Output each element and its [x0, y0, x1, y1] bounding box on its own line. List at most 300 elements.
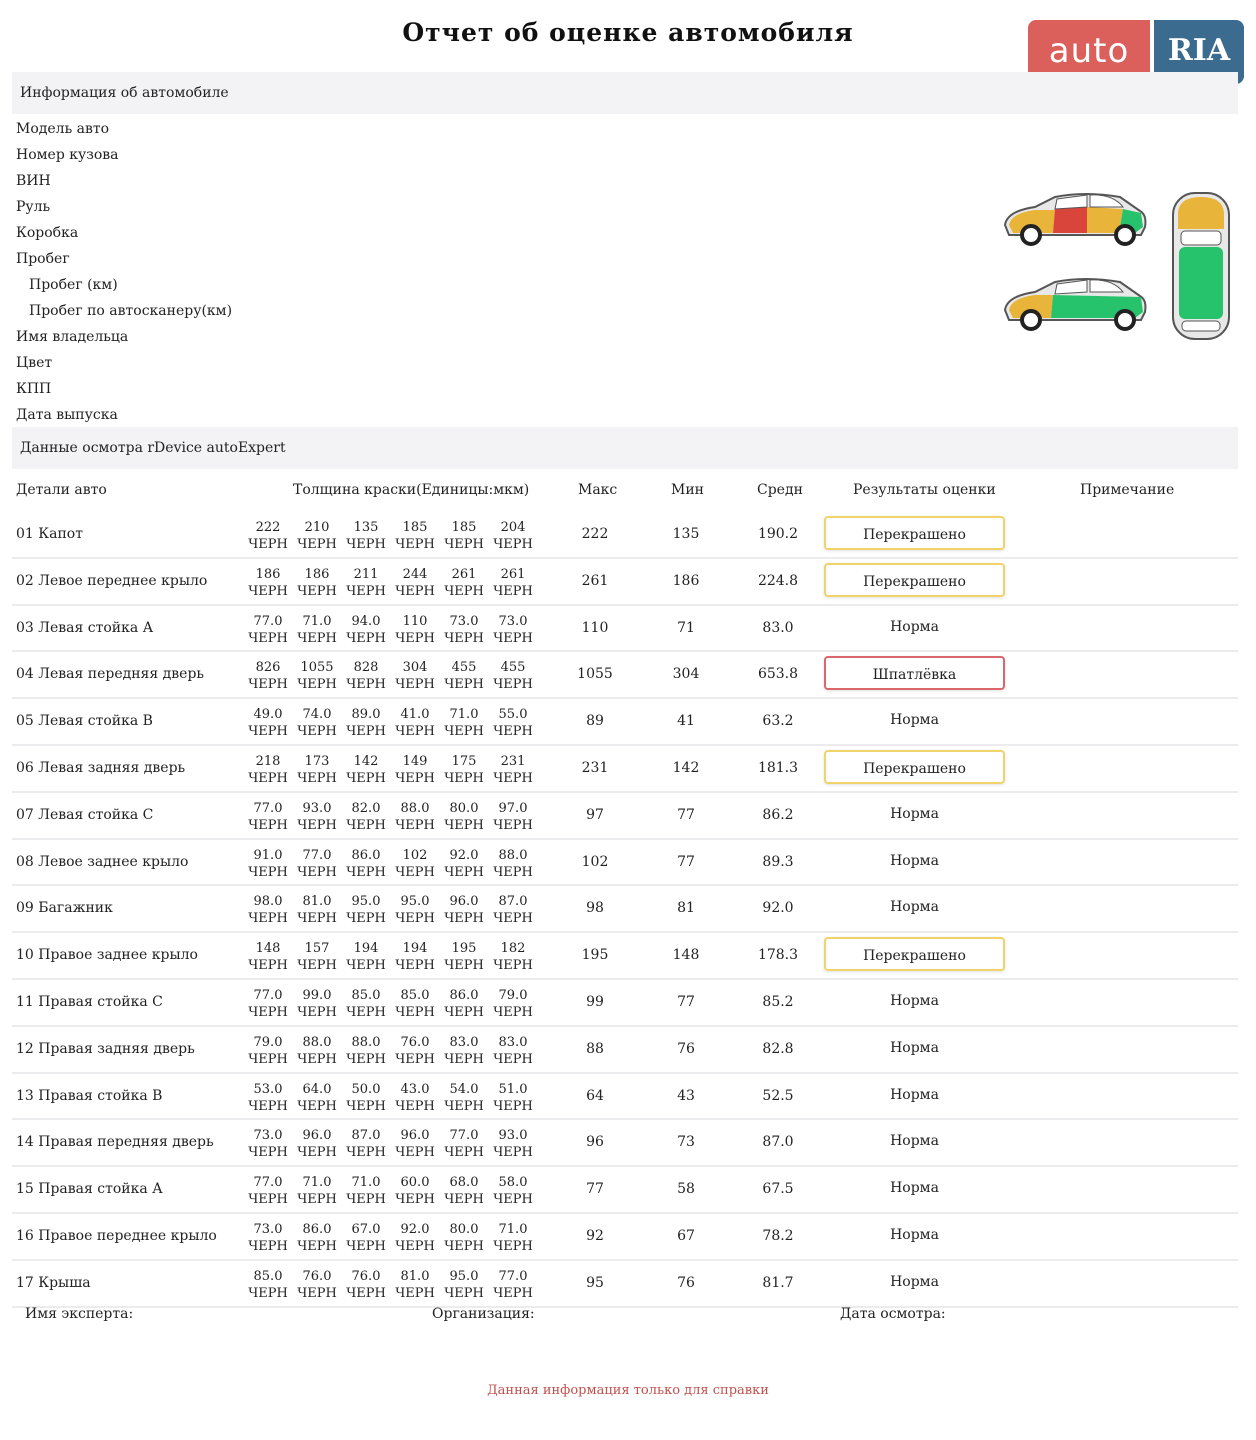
material-label: ЧЕРН: [493, 1192, 533, 1208]
thickness-value: 55.0: [498, 707, 528, 723]
material-label: ЧЕРН: [248, 958, 288, 974]
part-name: 11 Правая стойка С: [16, 993, 163, 1010]
thickness-value: 195: [451, 941, 477, 957]
car-left-side-icon: [1005, 194, 1145, 244]
material-label: ЧЕРН: [346, 911, 386, 927]
thickness-value: 77.0: [449, 1128, 479, 1144]
info-field-label: Цвет: [16, 355, 53, 371]
thickness-cell: [394, 753, 436, 787]
result-badge: Перекрашено: [824, 937, 1005, 971]
material-label: ЧЕРН: [444, 1285, 484, 1301]
part-name: 13 Правая стойка B: [16, 1087, 163, 1104]
table-row: [12, 512, 1238, 559]
thickness-value: 77.0: [253, 800, 283, 816]
material-label: ЧЕРН: [395, 958, 435, 974]
material-label: ЧЕРН: [248, 537, 288, 552]
part-name: 09 Багажник: [16, 900, 113, 917]
thickness-value: 95.0: [351, 894, 381, 910]
material-label: ЧЕРН: [395, 911, 435, 927]
result-badge: Норма: [890, 618, 939, 635]
thickness-value: 96.0: [400, 1128, 430, 1144]
table-row: [12, 886, 1238, 933]
thickness-cell: [345, 519, 387, 553]
max-value: 88: [586, 1040, 604, 1057]
max-value: 98: [586, 900, 604, 917]
material-label: ЧЕРН: [444, 1051, 484, 1067]
thickness-value: 43.0: [400, 1081, 430, 1097]
min-value: 76: [677, 1274, 695, 1291]
material-label: ЧЕРН: [297, 911, 337, 927]
logo-auto: auto: [1028, 20, 1150, 84]
material-label: ЧЕРН: [493, 958, 533, 974]
thickness-cell: [296, 1174, 338, 1208]
thickness-cell: [443, 1174, 485, 1208]
thickness-cell: [247, 1221, 289, 1255]
thickness-cell: [394, 847, 436, 881]
material-label: ЧЕРН: [444, 958, 484, 974]
material-label: ЧЕРН: [346, 1285, 386, 1301]
thickness-value: 88.0: [351, 1034, 381, 1050]
table-row: [12, 1120, 1238, 1167]
thickness-value: 85.0: [253, 1268, 283, 1284]
thickness-value: 98.0: [253, 894, 283, 910]
header-part: Детали авто: [16, 482, 107, 498]
thickness-value: 80.0: [449, 1221, 479, 1237]
info-field-label: Модель авто: [16, 121, 110, 137]
material-label: ЧЕРН: [248, 1098, 288, 1114]
thickness-cell: [492, 659, 534, 693]
min-value: 81: [677, 900, 695, 917]
thickness-value: 93.0: [302, 800, 332, 816]
thickness-value: 64.0: [302, 1081, 332, 1097]
thickness-value: 87.0: [351, 1128, 381, 1144]
thickness-value: 222: [255, 520, 281, 535]
thickness-cell: [345, 706, 387, 740]
thickness-cell: [345, 753, 387, 787]
material-label: ЧЕРН: [297, 770, 337, 786]
material-label: ЧЕРН: [493, 537, 533, 552]
material-label: ЧЕРН: [248, 817, 288, 833]
material-label: ЧЕРН: [444, 1238, 484, 1254]
material-label: ЧЕРН: [444, 864, 484, 880]
material-label: ЧЕРН: [493, 724, 533, 740]
material-label: ЧЕРН: [444, 1192, 484, 1208]
thickness-cell: [296, 659, 338, 693]
table-row: [12, 652, 1238, 699]
thickness-cell: [394, 1081, 436, 1115]
thickness-value: 185: [451, 520, 477, 535]
min-value: 43: [677, 1087, 695, 1104]
max-value: 99: [586, 993, 604, 1010]
thickness-cell: [345, 1034, 387, 1068]
max-value: 89: [586, 713, 604, 730]
result-badge: Норма: [890, 852, 939, 869]
thickness-cell: [492, 1268, 534, 1302]
min-value: 142: [672, 759, 700, 776]
material-label: ЧЕРН: [444, 677, 484, 693]
thickness-cell: [247, 1034, 289, 1068]
thickness-cell: [443, 987, 485, 1021]
material-label: ЧЕРН: [297, 677, 337, 693]
thickness-cell: [443, 1081, 485, 1115]
table-header: [0, 482, 1256, 504]
thickness-cell: [296, 1034, 338, 1068]
min-value: 41: [677, 713, 695, 730]
material-label: ЧЕРН: [248, 677, 288, 693]
result-badge: Перекрашено: [824, 750, 1005, 784]
thickness-cell: [443, 659, 485, 693]
thickness-value: 94.0: [351, 613, 381, 629]
thickness-value: 1055: [300, 660, 334, 676]
min-value: 76: [677, 1040, 695, 1057]
material-label: ЧЕРН: [248, 630, 288, 646]
thickness-cell: [345, 1268, 387, 1302]
material-label: ЧЕРН: [444, 1098, 484, 1114]
material-label: ЧЕРН: [346, 1051, 386, 1067]
thickness-cell: [296, 940, 338, 974]
thickness-cell: [492, 1034, 534, 1068]
thickness-cell: [345, 1221, 387, 1255]
thickness-cell: [492, 987, 534, 1021]
thickness-value: 76.0: [351, 1268, 381, 1284]
material-label: ЧЕРН: [297, 958, 337, 974]
material-label: ЧЕРН: [248, 1192, 288, 1208]
thickness-value: 51.0: [498, 1081, 528, 1097]
table-row: [12, 606, 1238, 653]
thickness-cell: [443, 847, 485, 881]
thickness-value: 77.0: [253, 1175, 283, 1191]
inspection-section-header: Данные осмотра rDevice autoExpert: [12, 427, 1238, 469]
thickness-value: 97.0: [498, 800, 528, 816]
thickness-cell: [492, 1081, 534, 1115]
expert-name-label: Имя эксперта:: [25, 1306, 134, 1322]
material-label: ЧЕРН: [248, 1285, 288, 1301]
thickness-value: 73.0: [449, 613, 479, 629]
material-label: ЧЕРН: [395, 630, 435, 646]
info-field-label: КПП: [16, 381, 52, 397]
thickness-value: 49.0: [253, 707, 283, 723]
thickness-cell: [394, 1127, 436, 1161]
thickness-value: 826: [255, 660, 281, 676]
thickness-cell: [247, 753, 289, 787]
info-field-label: Дата выпуска: [16, 407, 118, 423]
thickness-value: 77.0: [253, 613, 283, 629]
thickness-value: 86.0: [302, 1221, 332, 1237]
thickness-value: 85.0: [400, 987, 430, 1003]
car-top-view-icon: [1173, 193, 1229, 339]
material-label: ЧЕРН: [395, 864, 435, 880]
material-label: ЧЕРН: [395, 537, 435, 552]
thickness-cell: [394, 1034, 436, 1068]
material-label: ЧЕРН: [493, 583, 533, 599]
thickness-value: 71.0: [302, 613, 332, 629]
thickness-cell: [296, 800, 338, 834]
material-label: ЧЕРН: [297, 1098, 337, 1114]
thickness-cell: [296, 987, 338, 1021]
avg-value: 653.8: [757, 666, 799, 683]
thickness-cell: [296, 753, 338, 787]
table-row: [12, 1074, 1238, 1121]
material-label: ЧЕРН: [395, 817, 435, 833]
info-field-label: Номер кузова: [16, 147, 119, 163]
material-label: ЧЕРН: [444, 537, 484, 552]
material-label: ЧЕРН: [444, 630, 484, 646]
thickness-cell: [296, 566, 338, 600]
material-label: ЧЕРН: [395, 770, 435, 786]
avg-value: 190.2: [757, 526, 799, 542]
table-row: [12, 1167, 1238, 1214]
material-label: ЧЕРН: [297, 583, 337, 599]
thickness-value: 85.0: [351, 987, 381, 1003]
thickness-cell: [296, 1127, 338, 1161]
material-label: ЧЕРН: [297, 724, 337, 740]
thickness-value: 88.0: [400, 800, 430, 816]
thickness-cell: [394, 800, 436, 834]
material-label: ЧЕРН: [493, 1238, 533, 1254]
thickness-cell: [247, 940, 289, 974]
avg-value: 89.3: [762, 853, 794, 870]
max-value: 96: [586, 1134, 604, 1151]
result-badge: Норма: [890, 1180, 939, 1197]
avg-value: 82.8: [762, 1040, 794, 1057]
material-label: ЧЕРН: [395, 1285, 435, 1301]
thickness-cell: [492, 706, 534, 740]
material-label: ЧЕРН: [248, 724, 288, 740]
thickness-cell: [492, 1174, 534, 1208]
material-label: ЧЕРН: [248, 1238, 288, 1254]
thickness-cell: [394, 987, 436, 1021]
material-label: ЧЕРН: [493, 864, 533, 880]
material-label: ЧЕРН: [346, 1192, 386, 1208]
thickness-value: 76.0: [400, 1034, 430, 1050]
thickness-cell: [492, 1221, 534, 1255]
thickness-value: 92.0: [449, 847, 479, 863]
result-badge: Перекрашено: [824, 516, 1005, 550]
material-label: ЧЕРН: [493, 677, 533, 693]
thickness-cell: [394, 1174, 436, 1208]
max-value: 195: [581, 947, 609, 964]
thickness-cell: [492, 566, 534, 600]
thickness-cell: [443, 1268, 485, 1302]
avg-value: 81.7: [762, 1274, 794, 1291]
thickness-value: 261: [500, 566, 526, 582]
thickness-cell: [492, 613, 534, 647]
thickness-value: 60.0: [400, 1175, 430, 1191]
part-name: 03 Левая стойка А: [16, 619, 154, 636]
part-name: 02 Левое переднее крыло: [16, 572, 208, 589]
thickness-value: 86.0: [449, 987, 479, 1003]
table-row: [12, 933, 1238, 980]
thickness-value: 148: [255, 941, 281, 957]
thickness-value: 304: [402, 660, 428, 676]
thickness-value: 83.0: [498, 1034, 528, 1050]
inspection-date-label: Дата осмотра:: [840, 1306, 946, 1322]
material-label: ЧЕРН: [297, 1051, 337, 1067]
table-row: [12, 746, 1238, 793]
avg-value: 178.3: [757, 947, 799, 964]
material-label: ЧЕРН: [444, 724, 484, 740]
info-field-label: Пробег (км): [29, 277, 118, 293]
material-label: ЧЕРН: [248, 1145, 288, 1161]
max-value: 92: [586, 1227, 604, 1244]
table-row: [12, 699, 1238, 746]
thickness-value: 211: [353, 566, 379, 582]
thickness-value: 828: [353, 660, 379, 676]
info-field-label: Пробег по автосканеру(км): [29, 303, 233, 319]
avg-value: 52.5: [762, 1087, 794, 1104]
result-badge: Норма: [890, 992, 939, 1009]
thickness-value: 88.0: [498, 847, 528, 863]
thickness-value: 89.0: [351, 707, 381, 723]
header-thickness: Толщина краски(Единицы:мкм): [293, 482, 530, 498]
thickness-value: 68.0: [449, 1175, 479, 1191]
material-label: ЧЕРН: [248, 770, 288, 786]
thickness-value: 86.0: [351, 847, 381, 863]
thickness-cell: [345, 566, 387, 600]
max-value: 95: [586, 1274, 604, 1291]
material-label: ЧЕРН: [248, 583, 288, 599]
car-info-section-header: Информация об автомобиле: [12, 72, 1238, 114]
info-field-label: ВИН: [16, 173, 51, 189]
thickness-cell: [443, 1127, 485, 1161]
thickness-cell: [443, 566, 485, 600]
thickness-cell: [443, 893, 485, 927]
material-label: ЧЕРН: [493, 630, 533, 646]
thickness-cell: [345, 613, 387, 647]
thickness-cell: [492, 940, 534, 974]
avg-value: 181.3: [757, 759, 799, 776]
material-label: ЧЕРН: [297, 630, 337, 646]
max-value: 231: [581, 759, 609, 776]
info-field-label: Пробег: [16, 251, 70, 267]
thickness-cell: [443, 1221, 485, 1255]
thickness-value: 110: [402, 613, 428, 629]
min-value: 77: [677, 853, 695, 870]
thickness-value: 157: [304, 941, 330, 957]
min-value: 67: [677, 1227, 695, 1244]
thickness-value: 194: [353, 941, 379, 957]
part-name: 17 Крыша: [16, 1274, 91, 1291]
avg-value: 83.0: [762, 619, 794, 636]
part-name: 06 Левая задняя дверь: [16, 759, 186, 776]
thickness-value: 73.0: [253, 1221, 283, 1237]
material-label: ЧЕРН: [346, 864, 386, 880]
thickness-value: 77.0: [498, 1268, 528, 1284]
result-badge: Норма: [890, 1226, 939, 1243]
part-name: 16 Правое переднее крыло: [16, 1227, 217, 1244]
avg-value: 92.0: [762, 900, 794, 917]
thickness-value: 41.0: [400, 707, 430, 723]
avg-value: 78.2: [762, 1227, 794, 1244]
car-right-side-icon: [1005, 279, 1145, 329]
thickness-value: 186: [304, 566, 330, 582]
thickness-value: 76.0: [302, 1268, 332, 1284]
material-label: ЧЕРН: [248, 864, 288, 880]
thickness-value: 80.0: [449, 800, 479, 816]
part-name: 08 Левое заднее крыло: [16, 853, 189, 870]
thickness-value: 54.0: [449, 1081, 479, 1097]
material-label: ЧЕРН: [297, 1192, 337, 1208]
max-value: 110: [581, 619, 609, 636]
material-label: ЧЕРН: [248, 1051, 288, 1067]
max-value: 97: [586, 806, 604, 823]
thickness-value: 135: [353, 520, 379, 535]
thickness-cell: [443, 1034, 485, 1068]
thickness-cell: [247, 893, 289, 927]
thickness-value: 185: [402, 520, 428, 535]
material-label: ЧЕРН: [297, 817, 337, 833]
thickness-cell: [247, 1174, 289, 1208]
material-label: ЧЕРН: [395, 677, 435, 693]
thickness-cell: [247, 706, 289, 740]
avg-value: 86.2: [762, 806, 794, 823]
material-label: ЧЕРН: [297, 1285, 337, 1301]
material-label: ЧЕРН: [493, 1145, 533, 1161]
material-label: ЧЕРН: [444, 1145, 484, 1161]
material-label: ЧЕРН: [346, 724, 386, 740]
thickness-value: 173: [304, 753, 330, 769]
thickness-cell: [492, 519, 534, 553]
thickness-cell: [247, 613, 289, 647]
material-label: ЧЕРН: [395, 1098, 435, 1114]
info-field-label: Руль: [16, 199, 51, 215]
material-label: ЧЕРН: [395, 724, 435, 740]
thickness-cell: [345, 800, 387, 834]
min-value: 58: [677, 1181, 695, 1198]
thickness-value: 218: [255, 753, 281, 769]
thickness-cell: [296, 1221, 338, 1255]
thickness-cell: [492, 847, 534, 881]
thickness-value: 74.0: [302, 707, 332, 723]
material-label: ЧЕРН: [444, 583, 484, 599]
material-label: ЧЕРН: [346, 958, 386, 974]
material-label: ЧЕРН: [395, 1192, 435, 1208]
thickness-value: 182: [500, 941, 526, 957]
part-name: 12 Правая задняя дверь: [16, 1040, 195, 1057]
material-label: ЧЕРН: [346, 1145, 386, 1161]
thickness-cell: [345, 659, 387, 693]
thickness-value: 82.0: [351, 800, 381, 816]
material-label: ЧЕРН: [297, 864, 337, 880]
thickness-value: 71.0: [449, 707, 479, 723]
min-value: 77: [677, 993, 695, 1010]
info-field-label: Коробка: [16, 225, 79, 241]
header-result: Результаты оценки: [853, 482, 996, 498]
thickness-cell: [394, 893, 436, 927]
part-name: 15 Правая стойка А: [16, 1181, 163, 1198]
material-label: ЧЕРН: [346, 1098, 386, 1114]
thickness-cell: [247, 987, 289, 1021]
thickness-value: 77.0: [302, 847, 332, 863]
thickness-value: 71.0: [302, 1175, 332, 1191]
thickness-value: 83.0: [449, 1034, 479, 1050]
material-label: ЧЕРН: [493, 1051, 533, 1067]
material-label: ЧЕРН: [395, 1145, 435, 1161]
thickness-cell: [492, 800, 534, 834]
thickness-value: 244: [402, 566, 428, 582]
table-row: [12, 980, 1238, 1027]
result-badge: Норма: [890, 1273, 939, 1290]
thickness-cell: [394, 519, 436, 553]
thickness-cell: [247, 847, 289, 881]
thickness-value: 96.0: [302, 1128, 332, 1144]
thickness-cell: [394, 706, 436, 740]
material-label: ЧЕРН: [444, 817, 484, 833]
thickness-value: 79.0: [498, 987, 528, 1003]
avg-value: 224.8: [757, 572, 799, 589]
material-label: ЧЕРН: [297, 1145, 337, 1161]
thickness-cell: [296, 613, 338, 647]
